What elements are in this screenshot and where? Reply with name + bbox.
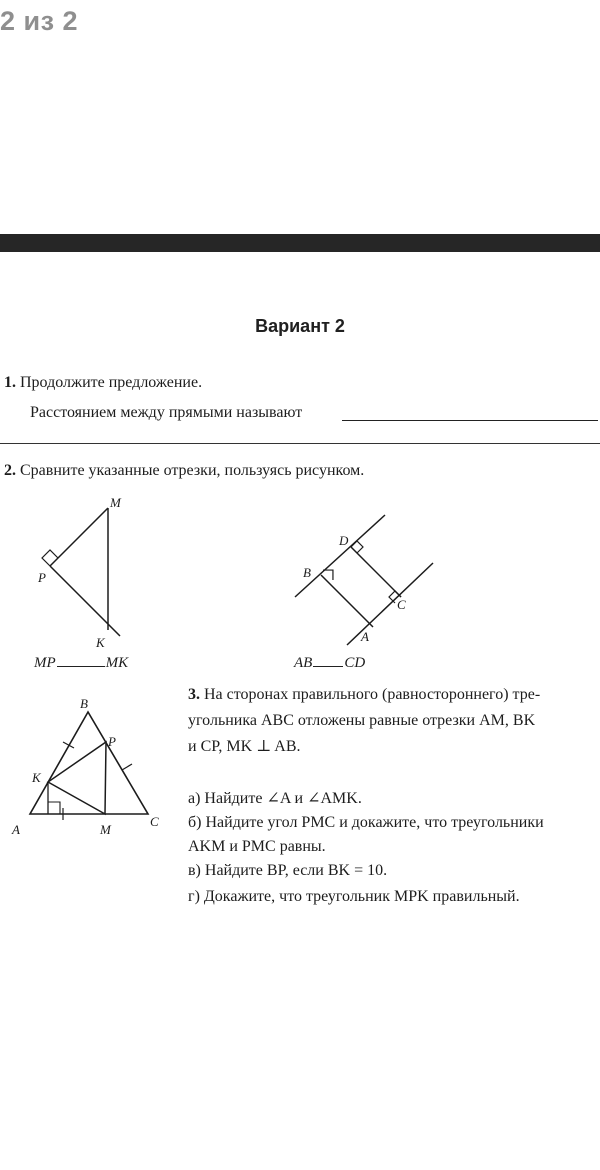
task3-text-1: На сторонах правильного (равностороннего) тре- xyxy=(204,686,541,703)
figure-equilateral-triangle xyxy=(8,690,183,840)
label-a: A xyxy=(361,629,369,644)
compare-mp-mk xyxy=(34,655,128,672)
variant-title: Вариант 2 xyxy=(255,316,345,336)
label-p: P xyxy=(108,734,116,749)
label-d: D xyxy=(339,533,349,548)
task2-heading xyxy=(4,460,364,482)
compare-left-mp: MP xyxy=(34,655,56,671)
label-b: B xyxy=(303,565,311,580)
compare-ab-cd xyxy=(294,655,365,672)
label-m: M xyxy=(110,495,121,510)
figure-triangle-mpk xyxy=(20,490,180,655)
task3-line-1 xyxy=(188,684,540,706)
page-counter: 2 из 2 xyxy=(0,6,79,36)
label-k: K xyxy=(96,635,105,650)
task2-number: 2. xyxy=(4,462,16,479)
tick-cp xyxy=(122,764,132,770)
task1-number: 1. xyxy=(4,374,16,391)
perpendicular-ba xyxy=(321,575,373,627)
task3-item-b: б) Найдите угол PMC и докажите, что треугольники xyxy=(188,814,544,831)
label-m: M xyxy=(100,822,111,837)
compare-blank xyxy=(57,666,105,667)
task3-item-v: в) Найдите BP, если BK = 10. xyxy=(188,862,388,879)
task3-line-3: и CP, MK ⊥ AB. xyxy=(188,738,301,755)
upper-line xyxy=(295,515,385,597)
perpendicular-dc xyxy=(351,547,401,597)
lower-line xyxy=(347,563,433,645)
compare-left-ab: AB xyxy=(294,655,313,671)
label-a: A xyxy=(12,822,20,837)
label-p: P xyxy=(38,570,46,585)
task1-sentence: Расстоянием между прямыми называют xyxy=(30,404,303,421)
task3-item-g: г) Докажите, что треугольник MPK правильный. xyxy=(188,888,520,905)
task2-prompt: Сравните указанные отрезки, пользуясь рисунком. xyxy=(20,462,365,479)
task3-item-a: а) Найдите ∠A и ∠AMK. xyxy=(188,790,362,807)
label-c: C xyxy=(397,597,406,612)
segment-pk xyxy=(50,566,120,636)
compare-right-cd: CD xyxy=(344,655,366,671)
figure-parallel-lines xyxy=(285,505,450,655)
task1-answer-blank xyxy=(342,420,598,421)
page-divider-bar xyxy=(0,234,600,252)
right-angle-mark-m xyxy=(48,802,60,814)
right-angle-mark-d xyxy=(351,541,363,553)
task3-number: 3. xyxy=(188,686,200,703)
segment-mp xyxy=(50,508,108,566)
section-rule xyxy=(0,443,600,444)
right-angle-mark-b xyxy=(323,565,338,580)
task1-prompt: Продолжите предложение. xyxy=(20,374,203,391)
label-k: K xyxy=(32,770,41,785)
label-b: B xyxy=(80,696,88,711)
task3-line-2: угольника ABC отложены равные отрезки AM, BK xyxy=(188,712,536,729)
compare-blank xyxy=(313,666,343,667)
label-c: C xyxy=(150,814,159,829)
right-angle-mark-p xyxy=(42,550,58,566)
triangle-mpk xyxy=(48,742,106,814)
task1-heading xyxy=(4,372,202,394)
compare-right-mk: MK xyxy=(105,655,129,671)
task3-item-b-cont: AKM и PMC равны. xyxy=(188,838,326,855)
